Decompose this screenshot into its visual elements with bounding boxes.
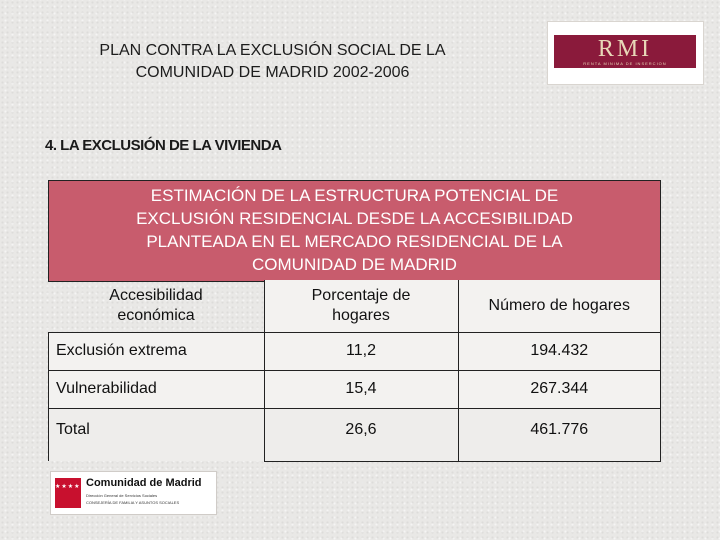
header-accesibilidad-line-2: económica <box>117 306 195 324</box>
cam-logo-name: Comunidad de Madrid <box>86 477 202 489</box>
header-porcentaje-line-1: Porcentaje de <box>311 286 411 304</box>
banner-line-2: EXCLUSIÓN RESIDENCIAL DESDE LA ACCESIBILIDAD <box>136 209 573 228</box>
banner-text <box>49 184 660 276</box>
rmi-logo-band <box>554 35 696 68</box>
housing-exclusion-table <box>48 280 661 462</box>
cam-logo-subtitle-2: CONSEJERÍA DE FAMILIA Y ASUNTOS SOCIALES <box>86 500 180 505</box>
row-percent: 11,2 <box>264 332 458 370</box>
table-row <box>49 370 661 408</box>
section-heading: 4. LA EXCLUSIÓN DE LA VIVIENDA <box>45 137 282 154</box>
rmi-logo <box>548 22 703 84</box>
banner-line-4: COMUNIDAD DE MADRID <box>252 255 457 274</box>
header-accesibilidad <box>49 280 265 332</box>
table-header-row <box>49 280 661 332</box>
row-label: Total <box>49 408 265 461</box>
row-households: 267.344 <box>458 370 661 408</box>
rmi-logo-mark: RMI <box>597 36 653 62</box>
header-numero-hogares <box>458 280 661 332</box>
table-title-banner <box>48 180 661 282</box>
row-households: 461.776 <box>458 408 661 461</box>
header-porcentaje-line-2: hogares <box>332 306 390 324</box>
banner-line-1: ESTIMACIÓN DE LA ESTRUCTURA POTENCIAL DE <box>150 186 559 205</box>
cam-logo-subtitle-1: Dirección General de Servicios Sociales <box>86 493 158 498</box>
header-porcentaje <box>264 280 458 332</box>
title-line-2: COMUNIDAD DE MADRID 2002-2006 <box>135 64 410 81</box>
banner-line-3: PLANTEADA EN EL MERCADO RESIDENCIAL DE LA <box>146 232 563 251</box>
table-row-total <box>49 408 661 461</box>
row-percent: 15,4 <box>264 370 458 408</box>
row-label: Vulnerabilidad <box>49 370 265 408</box>
row-label: Exclusión extrema <box>49 332 265 370</box>
madrid-flag-icon: ★★★★★★★ <box>55 478 81 508</box>
comunidad-madrid-logo <box>50 471 217 515</box>
row-percent: 26,6 <box>264 408 458 461</box>
header-accesibilidad-line-1: Accesibilidad <box>109 286 203 304</box>
title-line-1: PLAN CONTRA LA EXCLUSIÓN SOCIAL DE LA <box>99 42 446 59</box>
table-row <box>49 332 661 370</box>
document-title <box>60 40 485 84</box>
header-numero-hogares-text: Número de hogares <box>488 296 630 314</box>
rmi-logo-subtitle: RENTA MINIMA DE INSERCION <box>583 61 667 66</box>
row-households: 194.432 <box>458 332 661 370</box>
